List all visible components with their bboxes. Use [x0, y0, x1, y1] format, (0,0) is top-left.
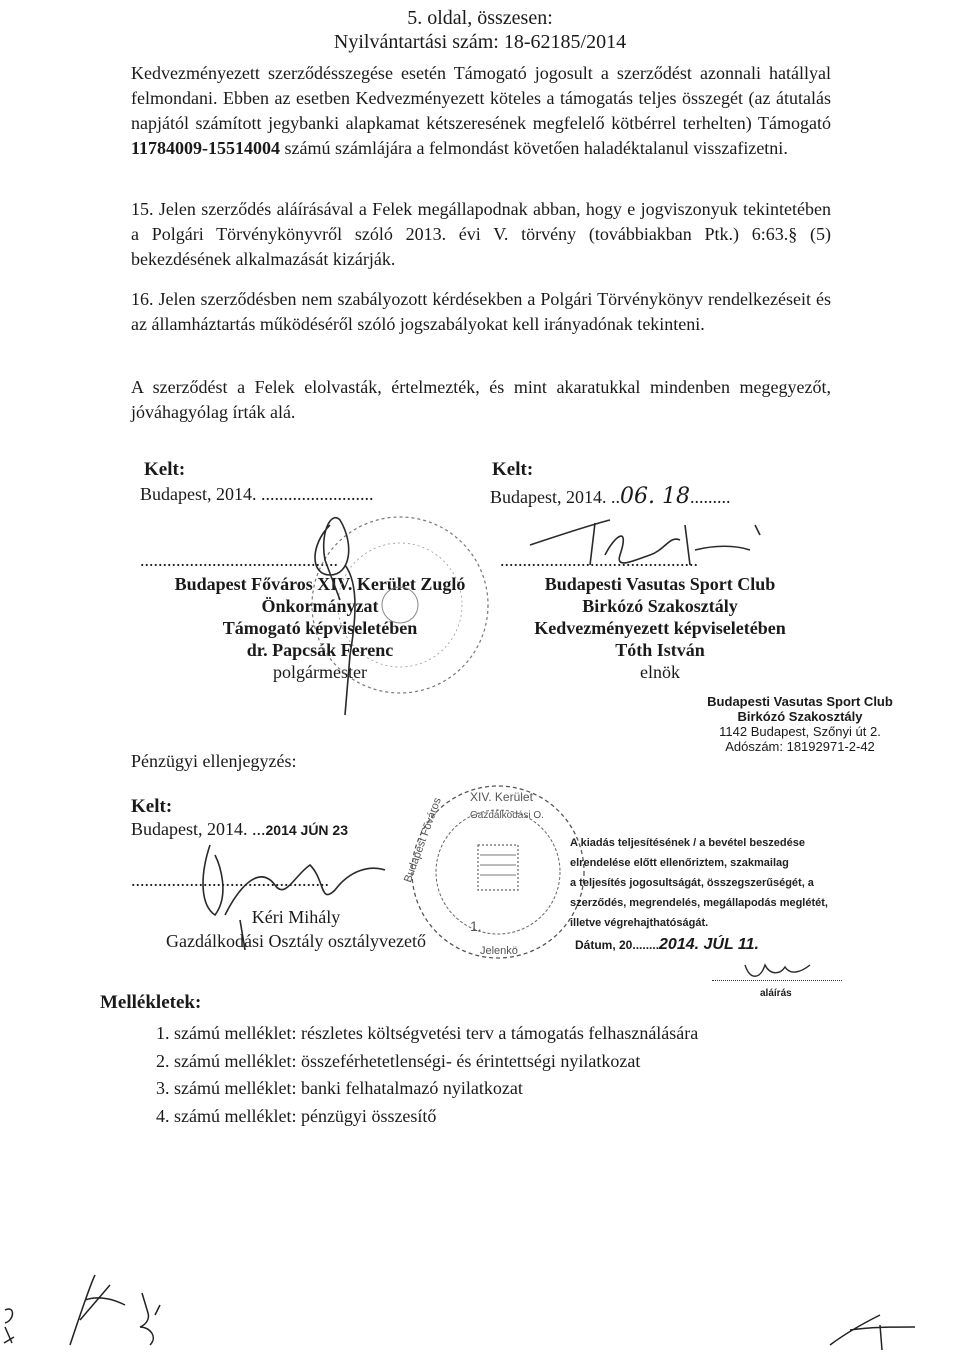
bank-account-number: 11784009-15514004 [131, 138, 281, 158]
right-name: Tóth István [615, 640, 705, 660]
verification-date: Dátum, 20........2014. JÚL 11. [575, 936, 759, 953]
left-signature-line: ............................................ [140, 550, 338, 570]
right-handwritten-date: 06. 18 [620, 484, 690, 509]
financial-role: Gazdálkodási Osztály osztályvezető [166, 931, 426, 951]
attachments-title: Mellékletek: [100, 992, 202, 1013]
page-number: 5. oldal, összesen: [407, 7, 553, 29]
termination-paragraph: Kedvezményezett szerződésszegése esetén Támogató jogosult a szerződést azonnali hatállyal felmondani. Ebben az esetben Kedvezményezett köteles a támogatás teljes összegét (az átutalás napjától számított jegybanki alapkamat kétszeresének megfelelő kötbérrel terhelten) Támogató 11784009-15514004 számú számlájára a felmondást követően haladéktalanul visszafizetni. [131, 63, 831, 158]
left-name: dr. Papcsák Ferenc [246, 640, 394, 660]
left-date-line: Budapest, 2014. ......................... [140, 484, 374, 504]
right-title: elnök [640, 662, 680, 682]
financial-name: Kéri Mihály [251, 907, 341, 927]
right-org-name: Budapesti Vasutas Sport Club [544, 574, 776, 594]
stamp-ring-top: XIV. Kerület [470, 790, 533, 804]
left-org-name: Budapest Főváros XIV. Kerület Zugló [174, 574, 466, 594]
stamp-number: 1. [470, 918, 482, 934]
attachments-list [156, 1020, 698, 1130]
registry-number: Nyilvántartási szám: 18-62185/2014 [333, 31, 627, 53]
stamp-ring-right: Gazdálkodási O. [470, 810, 544, 821]
page-initials [0, 1265, 960, 1355]
verification-sign-label: aláírás [760, 988, 792, 999]
left-handwritten-signature [300, 505, 420, 735]
section-15: 15. Jelen szerződés aláírásával a Felek megállapodnak abban, hogy e jogviszonyuk tekintetében a Polgári Törvénykönyvről szóló 2013. évi V. törvény (továbbiakban Ptk.) 6:63.§ (5) bekezdésének alkalmazását kizárják. [131, 199, 831, 269]
attachment-item: 2. számú melléklet: összeférhetetlenségi- és érintettségi nyilatkozat [156, 1050, 641, 1071]
right-signatory [460, 573, 860, 683]
section-16: 16. Jelen szerződésben nem szabályozott kérdésekben a Polgári Törvénykönyv rendelkezéseit és az államháztartás működéséről szóló jogszabályokat kell irányadónak tekinteni. [131, 289, 831, 334]
attachment-item: 4. számú melléklet: pénzügyi összesítő [156, 1105, 437, 1126]
left-role: Támogató képviseletében [222, 618, 418, 638]
verification-date-value: 2014. JÚL 11. [659, 936, 759, 953]
verification-sign-line [712, 980, 842, 981]
closing-paragraph: A szerződést a Felek elolvasták, értelmezték, és mint akaratukkal mindenben megegyezőt, jóváhagyólag írták alá. [131, 377, 831, 422]
financial-date-stamp: 2014 JÚN 23 [265, 822, 349, 838]
club-stamp: Budapesti Vasutas Sport Club Birkózó Szakosztály 1142 Budapest, Szőnyi út 2. Adószám: 18192971-2-42 [707, 694, 893, 754]
right-handwritten-signature [520, 505, 780, 580]
page-header [300, 6, 660, 54]
left-org-name-2: Önkormányzat [261, 596, 379, 616]
right-org-name-2: Birkózó Szakosztály [582, 596, 738, 616]
stamp-ring-bottom: Jelenkö [480, 945, 518, 957]
left-kelt-label: Kelt: [144, 459, 186, 480]
financial-countersign-label: Pénzügyi ellenjegyzés: [131, 751, 297, 771]
left-title: polgármester [273, 662, 367, 682]
right-role: Kedvezményezett képviseletében [534, 618, 786, 638]
financial-signature-line: ............................................ [131, 870, 329, 890]
verification-stamp: A kiadás teljesítésének / a bevétel beszedése elrendelése előtt ellenőriztem, szakmailag a teljesítés jogosultságát, összegszerűségét, a szerződés, megrendelés, megállapodás meglétét, illetve végrehajthatóságát. [570, 837, 828, 929]
right-kelt-label: Kelt: [492, 459, 534, 480]
financial-date-line: Budapest, 2014. ...2014 JÚN 23 [131, 819, 349, 839]
attachment-item: 3. számú melléklet: banki felhatalmazó nyilatkozat [156, 1078, 523, 1098]
stamp-ring-left: Budapest Főváros [402, 796, 444, 885]
right-signature-line: ............................................ [500, 550, 698, 570]
attachment-item: 1. számú melléklet: részletes költségvetési terv a támogatás felhasználására [156, 1023, 699, 1043]
right-date-line: Budapest, 2014. ..06. 18......... [490, 484, 731, 509]
financial-kelt-label: Kelt: [131, 796, 173, 817]
